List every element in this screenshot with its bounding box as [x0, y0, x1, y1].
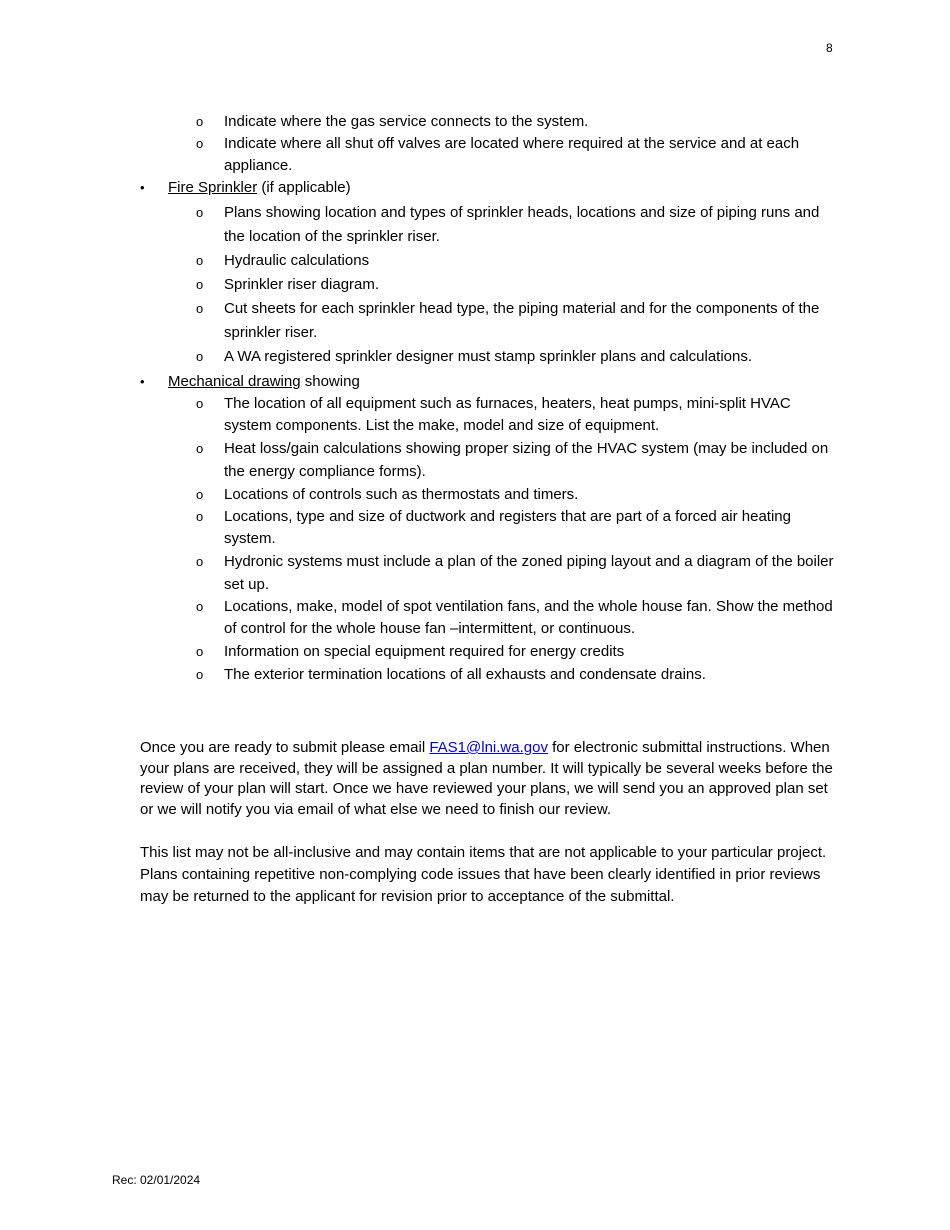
- hollow-bullet-icon: o: [196, 599, 204, 614]
- fire-sprinkler-list: [140, 201, 840, 369]
- hollow-bullet-icon: o: [196, 509, 204, 524]
- list-item: o Information on special equipment required for energy credits: [140, 640, 840, 663]
- list-item: o The location of all equipment such as furnaces, heaters, heat pumps, mini-split HVAC system components. List the make, model and size of equipment.: [196, 395, 791, 434]
- list-item: o Cut sheets for each sprinkler head type, the piping material and for the components of the sprinkler riser.: [140, 297, 840, 345]
- hollow-bullet-icon: o: [196, 554, 204, 569]
- hollow-bullet-icon: o: [196, 114, 204, 129]
- hollow-bullet-icon: o: [196, 667, 204, 682]
- list-item: o Locations, type and size of ductwork and registers that are part of a forced air heating system.: [196, 508, 791, 547]
- list-item: o Locations, make, model of spot ventilation fans, and the whole house fan. Show the method of control for the whole house fan –intermittent, or continuous.: [196, 598, 833, 637]
- hollow-bullet-icon: o: [196, 136, 204, 151]
- hollow-bullet-icon: o: [196, 396, 204, 411]
- disclaimer-paragraph: This list may not be all-inclusive and may contain items that are not applicable to your particular project. Plans containing repetitive non-complying code issues that have been clearly identified in prior reviews may be returned to the applicant for revision prior to acceptance of the submittal.: [140, 844, 827, 905]
- fire-sprinkler-heading: • Fire Sprinkler (if applicable): [140, 177, 840, 199]
- email-link[interactable]: FAS1@lni.wa.gov: [429, 739, 548, 756]
- list-item: o Heat loss/gain calculations showing proper sizing of the HVAC system (may be included on the energy compliance forms).: [140, 437, 840, 483]
- mechanical-list: [140, 393, 840, 686]
- bullet-icon: •: [140, 374, 145, 389]
- mechanical-drawing-heading: • Mechanical drawing showing: [140, 371, 840, 393]
- list-item: o Hydraulic calculations: [140, 249, 840, 273]
- list-item: o Hydronic systems must include a plan of the zoned piping layout and a diagram of the boiler set up.: [140, 550, 840, 596]
- hollow-bullet-icon: o: [196, 349, 204, 364]
- page-number: 8: [826, 41, 833, 55]
- hollow-bullet-icon: o: [196, 644, 204, 659]
- submit-paragraph: Once you are ready to submit please email FAS1@lni.wa.gov for electronic submittal instructions. When your plans are received, they will be assigned a plan number. It will typically be several weeks before the review of your plan will start. Once we have reviewed your plans, we will send you an approved plan set or we will notify you via email of what else we need to finish our review.: [140, 739, 833, 818]
- list-item: o Locations of controls such as thermostats and timers.: [140, 483, 840, 506]
- hollow-bullet-icon: o: [196, 205, 204, 220]
- list-item: o Indicate where all shut off valves are located where required at the service and at each appliance.: [196, 135, 800, 174]
- list-item: o The exterior termination locations of all exhausts and condensate drains.: [140, 663, 840, 686]
- hollow-bullet-icon: o: [196, 253, 204, 268]
- list-item: o A WA registered sprinkler designer must stamp sprinkler plans and calculations.: [140, 345, 840, 369]
- bullet-icon: •: [140, 180, 145, 195]
- hollow-bullet-icon: o: [196, 277, 204, 292]
- list-item: o Plans showing location and types of sprinkler heads, locations and size of piping runs and the location of the sprinkler riser.: [140, 201, 840, 249]
- hollow-bullet-icon: o: [196, 441, 204, 456]
- mechanical-drawing-title: Mechanical drawing: [168, 373, 301, 390]
- list-item: o Indicate where the gas service connects to the system.: [140, 111, 840, 133]
- hollow-bullet-icon: o: [196, 301, 204, 316]
- list-item: o Sprinkler riser diagram.: [140, 273, 840, 297]
- document-body: [140, 111, 840, 908]
- gas-items-list: [140, 111, 840, 177]
- hollow-bullet-icon: o: [196, 487, 204, 502]
- footer-rec-date: Rec: 02/01/2024: [112, 1173, 201, 1187]
- fire-sprinkler-title: Fire Sprinkler: [168, 179, 258, 196]
